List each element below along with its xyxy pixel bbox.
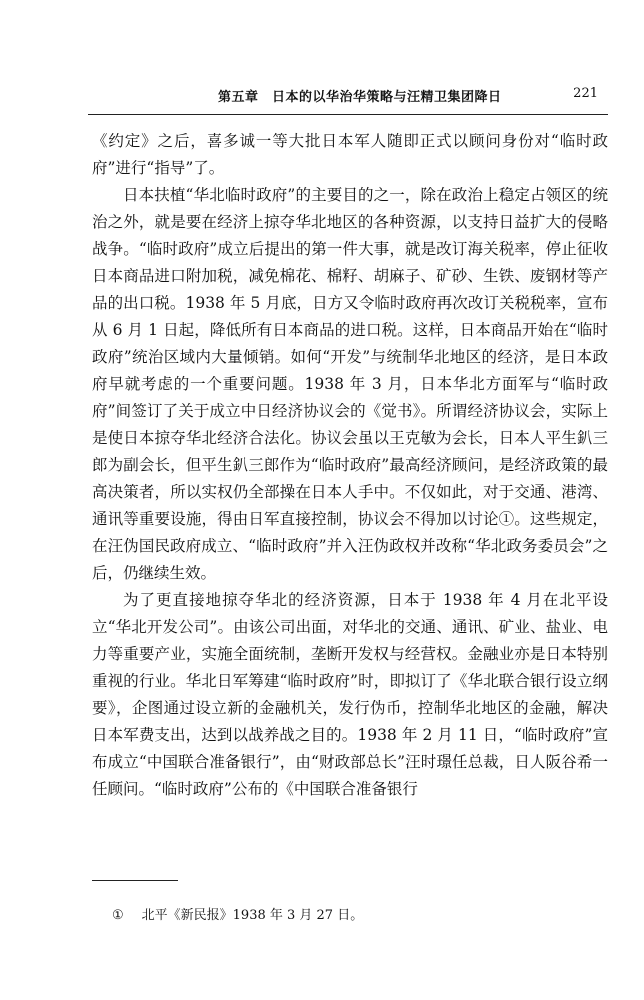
page-number: 221 <box>573 86 598 101</box>
chapter-title: 第五章 日本的以华治华策略与汪精卫集团降日 <box>218 90 502 105</box>
paragraph: 日本扶植“华北临时政府”的主要目的之一，除在政治上稳定占领区的统治之外，就是要在经济上掠夺华北地区的各种资源，以支持日益扩大的侵略战争。“临时政府”成立后提出的第一件大事，就是改订海关税率，停止征收日本商品进口附加税，减免棉花、棉籽、胡麻子、矿砂、生铁、废钢材等产品的出口税。1938 年 5 月底，日方又令临时政府再次改订关税税率，宣布从 6 月 1 日起，降低所有日本商品的进口税。这样，日本商品开始在“临时政府”统治区域内大量倾销。如何“开发”与统制华北地区的经济，是日本政府早就考虑的一个重要问题。1938 年 3 月，日本华北方面军与“临时政府”间签订了关于成立中日经济协议会的《觉书》。所谓经济协议会，实际上是使日本掠夺华北经济合法化。协议会虽以王克敏为会长，日本人平生釟三郎为副会长，但平生釟三郎作为“临时政府”最高经济顾问，是经济政策的最高决策者，所以实权仍全部操在日本人手中。不仅如此，对于交通、港湾、通讯等重要设施，得由日军直接控制，协议会不得加以讨论①。这些规定，在汪伪国民政府成立、“临时政府”并入汪伪政权并改称“华北政务委员会”之后，仍继续生效。 <box>92 186 608 582</box>
footnote-text: 北平《新民报》1938 年 3 月 27 日。 <box>141 908 364 923</box>
body-text <box>92 128 608 803</box>
running-header <box>88 82 608 110</box>
header-rule <box>88 114 608 115</box>
footnote-rule <box>92 880 178 881</box>
footnote-mark: ① <box>112 908 124 923</box>
paragraph-continued: 《约定》之后，喜多诚一等大批日本军人随即正式以顾问身份对“临时政府”进行“指导”了。 <box>92 132 608 177</box>
paragraph: 为了更直接地掠夺华北的经济资源，日本于 1938 年 4 月在北平设立“华北开发公司”。由该公司出面，对华北的交通、通讯、矿业、盐业、电力等重要产业，实施全面统制，垄断开发权与经营权。金融业亦是日本特别重视的行业。华北日军筹建“临时政府”时，即拟订了《华北联合银行设立纲要》，企图通过设立新的金融机关，发行伪币，控制华北地区的金融，解决日本军费支出，达到以战养战之目的。1938 年 2 月 11 日，“临时政府”宣布成立“中国联合准备银行”，由“财政部总长”汪时璟任总裁，日人阪谷希一任顾问。“临时政府”公布的《中国联合准备银行 <box>92 591 608 798</box>
footnote <box>112 904 363 923</box>
